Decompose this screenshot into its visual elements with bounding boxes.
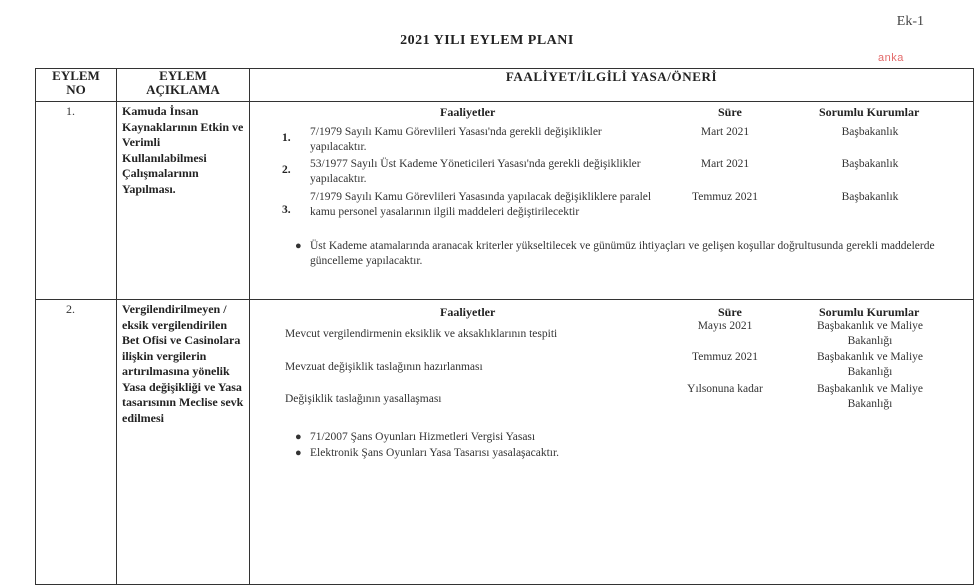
header-action-desc-line2: AÇIKLAMA (146, 82, 220, 97)
action-description: Vergilendirilmeyen / eksik vergilendirilen Bet Ofisi ve Casinolara ilişkin vergilerin artırılmasına yönelik Yasa değişikliği ve Yasa tasarısının Meclise sevk edilmesi (117, 300, 250, 585)
header-action-no (36, 69, 117, 102)
bullet-dot-icon: ● (295, 431, 302, 443)
header-action-desc-line1: EYLEM (159, 68, 207, 83)
bullet-item (295, 239, 972, 269)
action-number: 1. (36, 102, 117, 300)
bullet-text: Elektronik Şans Oyunları Yasa Tasarısı yasalaşacaktır. (310, 447, 560, 459)
activity-text: Mevcut vergilendirmenin eksiklik ve aksaklıklarının tespiti (285, 328, 558, 340)
activity-duration: Yılsonuna kadar (687, 383, 763, 395)
activity-responsible: Başbakanlık ve Maliye Bakanlığı (816, 351, 924, 378)
action-plan-table (35, 68, 974, 585)
bullet-dot-icon: ● (295, 240, 302, 252)
activity-text: Mevzuat değişiklik taslağının hazırlanması (285, 361, 483, 373)
document-title: 2021 YILI EYLEM PLANI (400, 33, 574, 48)
header-action-description (117, 69, 250, 102)
activity-duration: Mart 2021 (700, 158, 750, 170)
duration-heading: Süre (718, 305, 742, 319)
activity-marker: 1. (282, 132, 291, 144)
activity-duration: Mayıs 2021 (697, 320, 753, 332)
activity-duration: Temmuz 2021 (692, 351, 758, 363)
action-description: Kamuda İnsan Kaynaklarının Etkin ve Verimli Kullanılabilmesi Çalışmalarının Yapılması. (117, 102, 250, 300)
activity-duration: Temmuz 2021 (692, 191, 758, 203)
table-row (36, 102, 974, 300)
annex-label: Ek-1 (896, 14, 924, 29)
responsible-heading: Sorumlu Kurumlar (819, 105, 920, 119)
activity-responsible: Başbakanlık (841, 126, 899, 138)
watermark-text: anka (878, 52, 904, 64)
table-row (36, 300, 974, 585)
header-action-no-line1: EYLEM (52, 68, 100, 83)
bullet-text: 71/2007 Şans Oyunları Hizmetleri Vergisi Yasası (310, 431, 536, 443)
activity-text: Değişiklik taslağının yasallaşması (285, 393, 442, 405)
activity-text: 53/1977 Sayılı Üst Kademe Yöneticileri Yasası'nda gerekli değişiklikler yapılacaktır. (310, 158, 641, 185)
activity-text: 7/1979 Sayılı Kamu Görevlileri Yasası'nda gerekli değişiklikler yapılacaktır. (310, 126, 602, 153)
activity-responsible: Başbakanlık (841, 191, 899, 203)
header-activity: FAALİYET/İLGİLİ YASA/ÖNERİ (250, 69, 974, 102)
table-header-row (36, 69, 974, 102)
bullet-item (295, 430, 910, 445)
activities-heading: Faaliyetler (440, 305, 496, 319)
activity-cell (250, 300, 974, 585)
activities-heading: Faaliyetler (440, 105, 496, 119)
header-action-no-line2: NO (66, 82, 86, 97)
action-number: 2. (36, 300, 117, 585)
activity-responsible: Başbakanlık ve Maliye Bakanlığı (816, 320, 924, 347)
activity-responsible: Başbakanlık (841, 158, 899, 170)
duration-heading: Süre (718, 105, 742, 119)
responsible-heading: Sorumlu Kurumlar (819, 305, 920, 319)
activity-responsible: Başbakanlık ve Maliye Bakanlığı (816, 383, 924, 410)
bullet-item (295, 446, 910, 461)
activity-duration: Mart 2021 (700, 126, 750, 138)
activity-marker: 2. (282, 164, 291, 176)
activity-cell (250, 102, 974, 300)
bullet-dot-icon: ● (295, 447, 302, 459)
activity-text: 7/1979 Sayılı Kamu Görevlileri Yasasında yapılacak değişikliklere paralel kamu personel yasalarının ilgili maddeleri değiştirilecektir (310, 191, 652, 218)
activity-marker: 3. (282, 204, 291, 216)
bullet-text: Üst Kademe atamalarında aranacak kriterler yükseltilecek ve günümüz ihtiyaçları ve gelişen koşullar doğrultusunda gerekli maddelerde güncelleme yapılacaktır. (310, 240, 935, 267)
